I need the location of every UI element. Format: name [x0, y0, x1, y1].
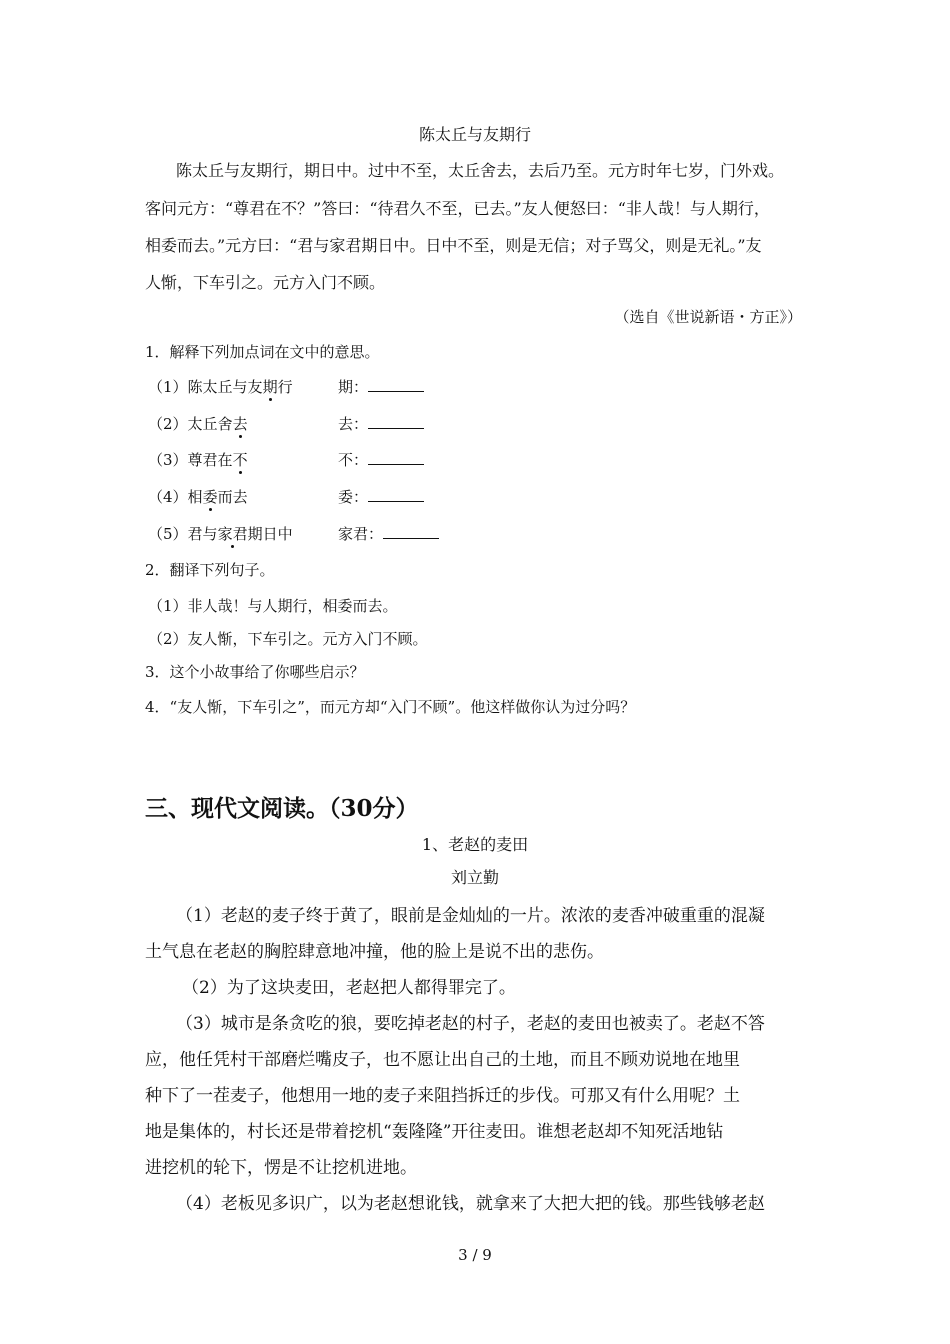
question-1-item — [148, 449, 248, 470]
dotted-word: 委 — [202, 488, 218, 506]
page-number: 3 / 9 — [458, 1246, 492, 1264]
answer-field[interactable] — [338, 523, 439, 544]
article-line: 进挖机的轮下，愣是不让挖机进地。 — [145, 1158, 417, 1178]
answer-label: 家君： — [338, 525, 384, 543]
article-line: （1）老赵的麦子终于黄了，眼前是金灿灿的一片。浓浓的麦香冲破重重的混凝 — [176, 906, 765, 926]
answer-blank[interactable] — [383, 524, 439, 539]
passage-line: 客问元方：“尊君在不？”答曰：“待君久不至，已去。”友人便怒曰：“非人哉！与人期行， — [145, 199, 770, 218]
answer-label: 委： — [338, 488, 369, 506]
article-line: 种下了一茬麦子，他想用一地的麦子来阻挡拆迁的步伐。可那又有什么用呢？土 — [145, 1086, 740, 1106]
article-line: 地是集体的，村长还是带着挖机“轰隆隆”开往麦田。谁想老赵却不知死活地钻 — [145, 1122, 724, 1142]
item-number: （4） — [148, 488, 188, 506]
passage-title: 陈太丘与友期行 — [418, 125, 531, 144]
answer-label: 期： — [338, 378, 369, 396]
item-number: （3） — [148, 451, 188, 469]
item-number: （5） — [148, 525, 188, 543]
question-1-item — [148, 486, 248, 507]
passage-line: 相委而去。”元方曰：“君与家君期日中。日中不至，则是无信；对子骂父，则是无礼。”友 — [145, 236, 762, 255]
item-text: 君与 — [187, 525, 218, 543]
item-text: 尊君在 — [187, 451, 233, 469]
answer-blank[interactable] — [368, 487, 424, 502]
item-text: 陈太丘与友 — [187, 378, 263, 396]
question-2-item: （1）非人哉！与人期行，相委而去。 — [148, 597, 398, 615]
item-text: 行 — [277, 378, 293, 396]
question-1-item — [148, 413, 248, 434]
dotted-word: 不 — [232, 451, 248, 469]
dotted-word: 家君 — [217, 525, 248, 543]
question-2-title: 2．翻译下列句子。 — [145, 561, 275, 579]
question-1-item — [148, 376, 293, 397]
item-text: 而去 — [217, 488, 248, 506]
answer-label: 去： — [338, 415, 369, 433]
passage-line: 人惭，下车引之。元方入门不顾。 — [145, 273, 386, 292]
dotted-word: 期 — [262, 378, 278, 396]
item-text: 期日中 — [247, 525, 293, 543]
item-text: 相 — [187, 488, 203, 506]
question-4: 4．“友人惭，下车引之”，而元方却“入门不顾”。他这样做你认为过分吗？ — [145, 698, 636, 716]
article-line: （4）老板见多识广，以为老赵想讹钱，就拿来了大把大把的钱。那些钱够老赵 — [176, 1194, 765, 1214]
answer-field[interactable] — [338, 486, 424, 507]
answer-label: 不： — [338, 451, 369, 469]
item-number: （1） — [148, 378, 188, 396]
article-line: 应，他任凭村干部磨烂嘴皮子，也不愿让出自己的土地，而且不顾劝说地在地里 — [145, 1050, 740, 1070]
section-heading: 三、现代文阅读。（30分） — [145, 795, 419, 822]
question-1-item — [148, 523, 293, 544]
answer-blank[interactable] — [368, 450, 424, 465]
answer-field[interactable] — [338, 413, 424, 434]
item-number: （2） — [148, 415, 188, 433]
question-2-item: （2）友人惭，下车引之。元方入门不顾。 — [148, 630, 428, 648]
answer-field[interactable] — [338, 449, 424, 470]
article-title: 1、老赵的麦田 — [421, 835, 529, 854]
article-line: （3）城市是条贪吃的狼，要吃掉老赵的村子，老赵的麦田也被卖了。老赵不答 — [176, 1014, 765, 1034]
passage-source: （选自《世说新语・方正》） — [614, 308, 802, 326]
passage-line: 陈太丘与友期行，期日中。过中不至，太丘舍去，去后乃至。元方时年七岁，门外戏。 — [176, 161, 785, 180]
answer-field[interactable] — [338, 376, 424, 397]
dotted-word: 去 — [232, 415, 248, 433]
article-author: 刘立勤 — [450, 868, 499, 887]
article-line: 土气息在老赵的胸腔肆意地冲撞，他的脸上是说不出的悲伤。 — [145, 942, 604, 962]
question-1-title: 1．解释下列加点词在文中的意思。 — [145, 343, 380, 361]
question-3: 3．这个小故事给了你哪些启示？ — [145, 663, 365, 681]
article-line: （2）为了这块麦田，老赵把人都得罪完了。 — [182, 978, 516, 998]
answer-blank[interactable] — [368, 377, 424, 392]
answer-blank[interactable] — [368, 414, 424, 429]
item-text: 太丘舍 — [187, 415, 233, 433]
